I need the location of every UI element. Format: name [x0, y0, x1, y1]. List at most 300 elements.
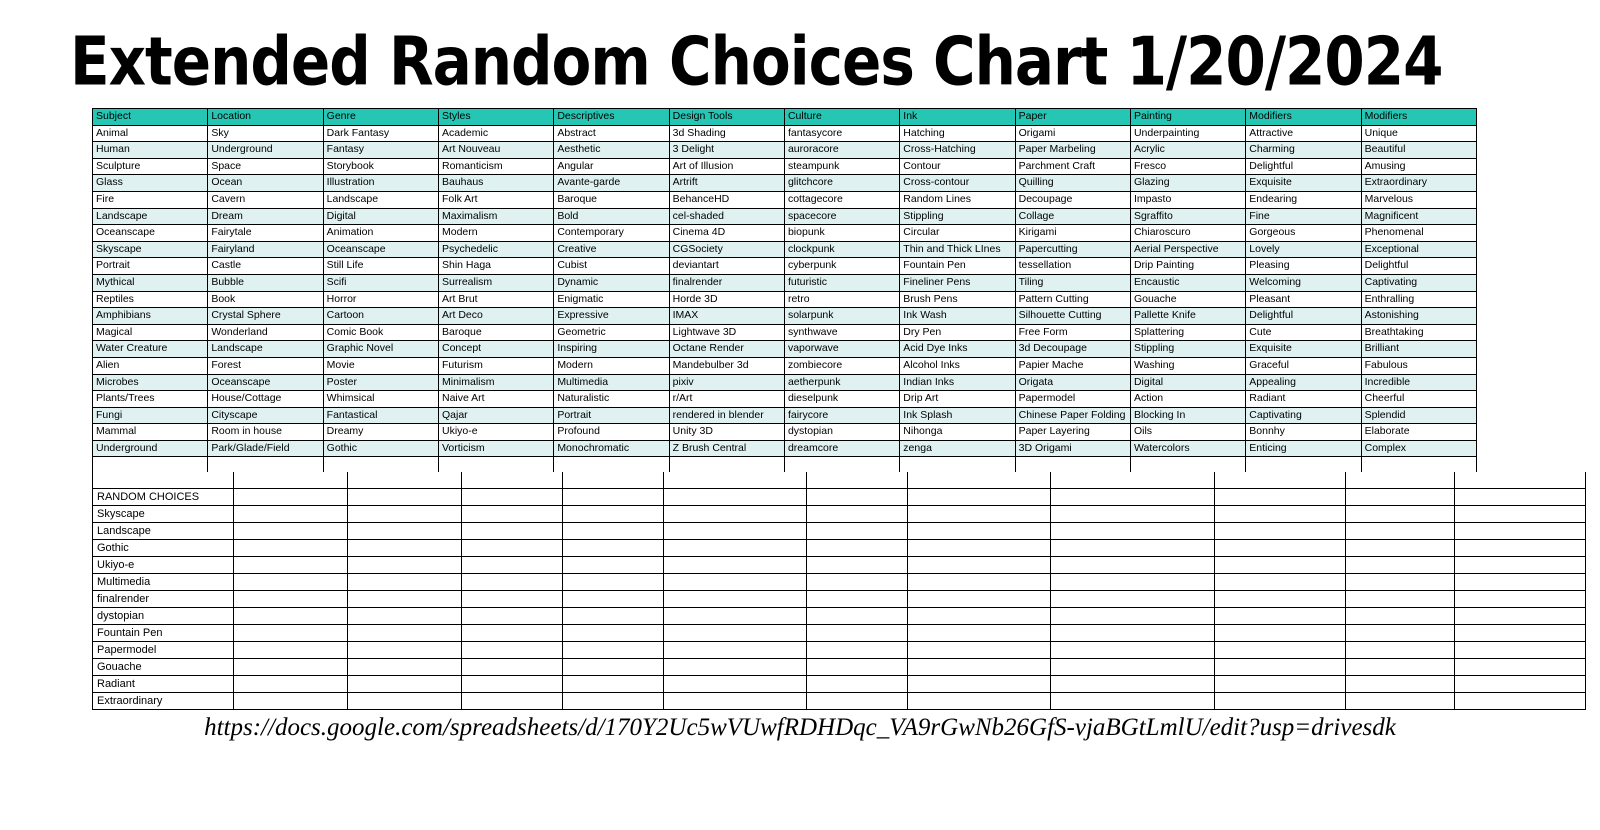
table-cell[interactable]: Oceanscape [323, 241, 438, 258]
table-cell[interactable]: Horde 3D [669, 291, 784, 308]
table-cell[interactable]: Watercolors [1130, 440, 1245, 457]
empty-cell[interactable] [348, 557, 462, 574]
empty-cell[interactable] [1455, 591, 1586, 608]
table-cell[interactable]: Quilling [1015, 175, 1130, 192]
table-cell[interactable]: zenga [900, 440, 1015, 457]
table-cell[interactable]: glitchcore [784, 175, 899, 192]
empty-cell[interactable] [664, 472, 807, 489]
table-cell[interactable]: Drip Painting [1130, 258, 1245, 275]
table-cell[interactable]: Amphibians [93, 308, 208, 325]
empty-cell[interactable] [563, 557, 664, 574]
empty-cell[interactable] [234, 472, 348, 489]
empty-cell[interactable] [664, 574, 807, 591]
empty-cell[interactable] [563, 472, 664, 489]
table-cell[interactable]: Drip Art [900, 391, 1015, 408]
table-cell[interactable]: Landscape [93, 208, 208, 225]
table-cell[interactable]: Alien [93, 357, 208, 374]
empty-cell[interactable] [908, 540, 1051, 557]
table-cell[interactable]: Academic [438, 125, 553, 142]
table-cell[interactable]: aetherpunk [784, 374, 899, 391]
table-cell[interactable]: deviantart [669, 258, 784, 275]
table-cell[interactable]: Enigmatic [554, 291, 669, 308]
table-cell[interactable]: Psychedelic [438, 241, 553, 258]
table-cell[interactable]: Washing [1130, 357, 1245, 374]
table-cell[interactable]: Comic Book [323, 324, 438, 341]
table-cell[interactable]: Microbes [93, 374, 208, 391]
random-choice-label[interactable]: Papermodel [93, 642, 234, 659]
table-cell[interactable]: Incredible [1361, 374, 1476, 391]
empty-cell[interactable] [462, 506, 563, 523]
table-cell[interactable]: Poster [323, 374, 438, 391]
table-cell[interactable]: Modern [438, 225, 553, 242]
table-cell[interactable]: Radiant [1246, 391, 1361, 408]
table-cell[interactable]: Pattern Cutting [1015, 291, 1130, 308]
empty-cell[interactable] [348, 574, 462, 591]
table-row[interactable] [93, 241, 1477, 258]
empty-cell[interactable] [462, 659, 563, 676]
empty-cell[interactable] [1215, 676, 1346, 693]
empty-cell[interactable] [664, 676, 807, 693]
table-cell[interactable]: Cityscape [208, 407, 323, 424]
table-cell[interactable]: rendered in blender [669, 407, 784, 424]
table-cell[interactable]: futuristic [784, 274, 899, 291]
random-choice-label[interactable]: Landscape [93, 523, 234, 540]
table-cell[interactable]: Glass [93, 175, 208, 192]
empty-cell[interactable] [1051, 574, 1215, 591]
table-row[interactable] [93, 225, 1477, 242]
empty-cell[interactable] [1215, 489, 1346, 506]
table-cell[interactable]: Random Lines [900, 191, 1015, 208]
empty-cell[interactable] [234, 523, 348, 540]
empty-cell[interactable] [807, 676, 908, 693]
table-cell[interactable]: Ocean [208, 175, 323, 192]
empty-cell[interactable] [807, 659, 908, 676]
table-cell[interactable]: Mythical [93, 274, 208, 291]
empty-cell[interactable] [462, 625, 563, 642]
empty-cell[interactable] [1455, 489, 1586, 506]
empty-cell[interactable] [1215, 608, 1346, 625]
table-cell[interactable]: Still Life [323, 258, 438, 275]
empty-cell[interactable] [664, 591, 807, 608]
empty-cell[interactable] [1455, 506, 1586, 523]
table-cell[interactable]: Art of Illusion [669, 158, 784, 175]
random-choice-label[interactable]: Radiant [93, 676, 234, 693]
empty-cell[interactable] [462, 608, 563, 625]
table-cell[interactable]: Profound [554, 424, 669, 441]
table-cell[interactable]: Unity 3D [669, 424, 784, 441]
empty-cell[interactable] [348, 540, 462, 557]
table-cell[interactable]: Concept [438, 341, 553, 358]
table-cell[interactable]: Pleasing [1246, 258, 1361, 275]
table-cell[interactable]: Ink Wash [900, 308, 1015, 325]
table-cell[interactable]: Horror [323, 291, 438, 308]
table-cell[interactable]: Astonishing [1361, 308, 1476, 325]
table-cell[interactable]: synthwave [784, 324, 899, 341]
table-cell[interactable]: Minimalism [438, 374, 553, 391]
empty-cell[interactable] [1051, 642, 1215, 659]
table-cell[interactable]: BehanceHD [669, 191, 784, 208]
table-cell[interactable]: Magnificent [1361, 208, 1476, 225]
table-cell[interactable]: Human [93, 142, 208, 159]
empty-cell[interactable] [1455, 659, 1586, 676]
random-choices-item-row[interactable] [93, 591, 1586, 608]
empty-cell[interactable] [1051, 659, 1215, 676]
random-choices-item-row[interactable] [93, 608, 1586, 625]
table-cell[interactable]: CGSociety [669, 241, 784, 258]
empty-cell[interactable] [1346, 693, 1455, 710]
table-cell[interactable]: Fantastical [323, 407, 438, 424]
table-cell[interactable]: Monochromatic [554, 440, 669, 457]
table-cell[interactable]: Fine [1246, 208, 1361, 225]
table-cell[interactable]: Gouache [1130, 291, 1245, 308]
table-cell[interactable]: Book [208, 291, 323, 308]
empty-cell[interactable] [1215, 591, 1346, 608]
table-cell[interactable]: Ink Splash [900, 407, 1015, 424]
random-choices-item-row[interactable] [93, 557, 1586, 574]
table-cell[interactable]: spacecore [784, 208, 899, 225]
table-cell[interactable]: Bonnhy [1246, 424, 1361, 441]
empty-cell[interactable] [234, 693, 348, 710]
empty-cell[interactable] [1215, 659, 1346, 676]
empty-cell[interactable] [1215, 540, 1346, 557]
table-cell[interactable]: cyberpunk [784, 258, 899, 275]
table-cell[interactable]: Complex [1361, 440, 1476, 457]
empty-cell[interactable] [908, 506, 1051, 523]
empty-cell[interactable] [1215, 625, 1346, 642]
table-cell[interactable]: Naturalistic [554, 391, 669, 408]
empty-cell[interactable] [348, 506, 462, 523]
empty-cell[interactable] [908, 693, 1051, 710]
empty-cell[interactable] [348, 472, 462, 489]
table-cell[interactable]: Art Brut [438, 291, 553, 308]
table-cell[interactable]: Naive Art [438, 391, 553, 408]
empty-cell[interactable] [807, 574, 908, 591]
table-cell[interactable]: Impasto [1130, 191, 1245, 208]
empty-cell[interactable] [462, 591, 563, 608]
table-cell[interactable]: Cartoon [323, 308, 438, 325]
table-cell[interactable]: Gorgeous [1246, 225, 1361, 242]
empty-cell[interactable] [664, 642, 807, 659]
table-cell[interactable]: Digital [323, 208, 438, 225]
empty-cell[interactable] [664, 625, 807, 642]
empty-cell[interactable] [1346, 608, 1455, 625]
empty-cell[interactable] [462, 574, 563, 591]
empty-cell[interactable] [1215, 523, 1346, 540]
empty-cell[interactable] [1346, 472, 1455, 489]
empty-cell[interactable] [462, 523, 563, 540]
table-cell[interactable]: Mandebulber 3d [669, 357, 784, 374]
table-row[interactable] [93, 158, 1477, 175]
table-cell[interactable]: Splattering [1130, 324, 1245, 341]
table-cell[interactable]: Mammal [93, 424, 208, 441]
table-cell[interactable]: Space [208, 158, 323, 175]
empty-cell[interactable] [563, 608, 664, 625]
table-cell[interactable]: Kirigami [1015, 225, 1130, 242]
table-cell[interactable]: Cross-Hatching [900, 142, 1015, 159]
table-cell[interactable]: Chinese Paper Folding [1015, 407, 1130, 424]
table-cell[interactable]: solarpunk [784, 308, 899, 325]
table-cell[interactable]: Portrait [554, 407, 669, 424]
empty-cell[interactable] [1455, 472, 1586, 489]
table-cell[interactable]: Lightwave 3D [669, 324, 784, 341]
table-cell[interactable]: Circular [900, 225, 1015, 242]
table-cell[interactable]: Cheerful [1361, 391, 1476, 408]
table-cell[interactable]: Surrealism [438, 274, 553, 291]
table-cell[interactable]: Fresco [1130, 158, 1245, 175]
empty-cell[interactable] [664, 523, 807, 540]
table-cell[interactable]: auroracore [784, 142, 899, 159]
empty-cell[interactable] [348, 642, 462, 659]
empty-cell[interactable] [348, 693, 462, 710]
table-cell[interactable]: Illustration [323, 175, 438, 192]
table-cell[interactable]: Scifi [323, 274, 438, 291]
empty-cell[interactable] [1455, 540, 1586, 557]
empty-cell[interactable] [348, 676, 462, 693]
empty-cell[interactable] [1051, 540, 1215, 557]
table-cell[interactable]: Pallette Knife [1130, 308, 1245, 325]
empty-cell[interactable] [563, 506, 664, 523]
table-cell[interactable]: Modern [554, 357, 669, 374]
table-cell[interactable]: cottagecore [784, 191, 899, 208]
random-choices-item-row[interactable] [93, 574, 1586, 591]
table-cell[interactable]: House/Cottage [208, 391, 323, 408]
table-cell[interactable]: Silhouette Cutting [1015, 308, 1130, 325]
empty-cell[interactable] [563, 676, 664, 693]
table-cell[interactable]: Encaustic [1130, 274, 1245, 291]
table-cell[interactable]: Park/Glade/Field [208, 440, 323, 457]
table-row[interactable] [93, 291, 1477, 308]
empty-cell[interactable] [234, 506, 348, 523]
table-cell[interactable]: Dark Fantasy [323, 125, 438, 142]
empty-cell[interactable] [1051, 557, 1215, 574]
empty-cell[interactable] [1051, 489, 1215, 506]
empty-cell[interactable] [563, 659, 664, 676]
table-cell[interactable]: Dream [208, 208, 323, 225]
table-cell[interactable]: Beautiful [1361, 142, 1476, 159]
empty-cell[interactable] [664, 693, 807, 710]
empty-cell[interactable] [1346, 676, 1455, 693]
table-cell[interactable]: cel-shaded [669, 208, 784, 225]
empty-cell[interactable] [1455, 625, 1586, 642]
empty-cell[interactable] [1455, 608, 1586, 625]
table-cell[interactable]: Room in house [208, 424, 323, 441]
table-cell[interactable]: Papier Mache [1015, 357, 1130, 374]
empty-cell[interactable] [1346, 557, 1455, 574]
table-cell[interactable]: clockpunk [784, 241, 899, 258]
table-cell[interactable]: Dreamy [323, 424, 438, 441]
empty-cell[interactable] [807, 489, 908, 506]
random-choices-item-row[interactable] [93, 693, 1586, 710]
table-cell[interactable]: Brush Pens [900, 291, 1015, 308]
table-cell[interactable]: Magical [93, 324, 208, 341]
table-cell[interactable]: Parchment Craft [1015, 158, 1130, 175]
table-cell[interactable]: Bubble [208, 274, 323, 291]
table-cell[interactable]: Aerial Perspective [1130, 241, 1245, 258]
table-cell[interactable]: Bauhaus [438, 175, 553, 192]
empty-cell[interactable] [807, 642, 908, 659]
random-choice-label[interactable]: RANDOM CHOICES [93, 489, 234, 506]
table-cell[interactable]: Extraordinary [1361, 175, 1476, 192]
table-cell[interactable]: steampunk [784, 158, 899, 175]
table-cell[interactable]: Contour [900, 158, 1015, 175]
empty-cell[interactable] [234, 625, 348, 642]
random-choices-item-row[interactable] [93, 676, 1586, 693]
empty-cell[interactable] [664, 489, 807, 506]
table-cell[interactable]: Fairyland [208, 241, 323, 258]
table-cell[interactable]: Exquisite [1246, 175, 1361, 192]
table-cell[interactable]: Avante-garde [554, 175, 669, 192]
table-cell[interactable]: Art Deco [438, 308, 553, 325]
empty-cell[interactable] [234, 489, 348, 506]
table-cell[interactable]: Fantasy [323, 142, 438, 159]
table-cell[interactable]: Paper Layering [1015, 424, 1130, 441]
empty-cell[interactable] [807, 523, 908, 540]
empty-cell[interactable] [807, 625, 908, 642]
empty-cell[interactable] [563, 489, 664, 506]
empty-cell[interactable] [348, 523, 462, 540]
table-cell[interactable]: Water Creature [93, 341, 208, 358]
empty-cell[interactable] [563, 693, 664, 710]
table-cell[interactable]: Sculpture [93, 158, 208, 175]
table-cell[interactable]: Thin and Thick LInes [900, 241, 1015, 258]
table-cell[interactable]: Exquisite [1246, 341, 1361, 358]
empty-cell[interactable] [1346, 659, 1455, 676]
table-row[interactable] [93, 357, 1477, 374]
table-cell[interactable]: Digital [1130, 374, 1245, 391]
table-cell[interactable]: Skyscape [93, 241, 208, 258]
empty-cell[interactable] [1455, 642, 1586, 659]
empty-cell[interactable] [1215, 574, 1346, 591]
table-row[interactable] [93, 208, 1477, 225]
table-row[interactable] [93, 142, 1477, 159]
table-cell[interactable]: Phenomenal [1361, 225, 1476, 242]
table-cell[interactable]: Maximalism [438, 208, 553, 225]
random-choices-item-row[interactable] [93, 659, 1586, 676]
random-choices-item-row[interactable] [93, 540, 1586, 557]
table-cell[interactable]: Enthralling [1361, 291, 1476, 308]
empty-cell[interactable] [1455, 693, 1586, 710]
table-cell[interactable]: Pleasant [1246, 291, 1361, 308]
empty-cell[interactable] [462, 693, 563, 710]
table-cell[interactable]: Chiaroscuro [1130, 225, 1245, 242]
table-cell[interactable]: Gothic [323, 440, 438, 457]
table-cell[interactable]: Movie [323, 357, 438, 374]
empty-cell[interactable] [563, 625, 664, 642]
empty-cell[interactable] [348, 625, 462, 642]
random-choice-label[interactable]: Skyscape [93, 506, 234, 523]
table-row[interactable] [93, 424, 1477, 441]
table-cell[interactable]: Oils [1130, 424, 1245, 441]
table-cell[interactable]: Futurism [438, 357, 553, 374]
empty-cell[interactable] [1346, 574, 1455, 591]
table-cell[interactable]: tessellation [1015, 258, 1130, 275]
random-choice-label[interactable]: Fountain Pen [93, 625, 234, 642]
empty-cell[interactable] [908, 676, 1051, 693]
table-cell[interactable]: Reptiles [93, 291, 208, 308]
table-cell[interactable]: Qajar [438, 407, 553, 424]
table-cell[interactable]: Artrift [669, 175, 784, 192]
table-cell[interactable]: Brilliant [1361, 341, 1476, 358]
empty-cell[interactable] [1051, 506, 1215, 523]
empty-cell[interactable] [1455, 523, 1586, 540]
table-cell[interactable]: Paper Marbeling [1015, 142, 1130, 159]
table-cell[interactable]: Delightful [1246, 158, 1361, 175]
table-cell[interactable]: Glazing [1130, 175, 1245, 192]
table-cell[interactable]: Blocking In [1130, 407, 1245, 424]
table-cell[interactable]: Creative [554, 241, 669, 258]
table-cell[interactable]: Sky [208, 125, 323, 142]
empty-cell[interactable] [1051, 693, 1215, 710]
table-cell[interactable]: Octane Render [669, 341, 784, 358]
table-cell[interactable]: Stippling [1130, 341, 1245, 358]
table-cell[interactable]: 3D Origami [1015, 440, 1130, 457]
random-choices-gap-row[interactable] [93, 472, 1586, 489]
empty-cell[interactable] [1051, 608, 1215, 625]
table-cell[interactable]: r/Art [669, 391, 784, 408]
table-row[interactable] [93, 341, 1477, 358]
empty-cell[interactable] [1215, 472, 1346, 489]
table-row[interactable] [93, 407, 1477, 424]
empty-cell[interactable] [908, 472, 1051, 489]
table-cell[interactable]: pixiv [669, 374, 784, 391]
table-cell[interactable]: Marvelous [1361, 191, 1476, 208]
table-cell[interactable]: Art Nouveau [438, 142, 553, 159]
empty-cell[interactable] [1455, 557, 1586, 574]
table-cell[interactable]: Storybook [323, 158, 438, 175]
empty-cell[interactable] [93, 472, 234, 489]
table-cell[interactable]: Ukiyo-e [438, 424, 553, 441]
empty-cell[interactable] [462, 676, 563, 693]
table-cell[interactable]: Captivating [1246, 407, 1361, 424]
table-cell[interactable]: Lovely [1246, 241, 1361, 258]
empty-cell[interactable] [908, 523, 1051, 540]
empty-cell[interactable] [234, 574, 348, 591]
empty-cell[interactable] [807, 557, 908, 574]
table-cell[interactable]: Portrait [93, 258, 208, 275]
table-cell[interactable]: Underpainting [1130, 125, 1245, 142]
empty-cell[interactable] [234, 676, 348, 693]
table-cell[interactable]: Acrylic [1130, 142, 1245, 159]
empty-cell[interactable] [462, 642, 563, 659]
empty-cell[interactable] [348, 608, 462, 625]
table-cell[interactable]: fantasycore [784, 125, 899, 142]
empty-cell[interactable] [1346, 591, 1455, 608]
table-cell[interactable]: Oceanscape [93, 225, 208, 242]
table-cell[interactable]: Decoupage [1015, 191, 1130, 208]
empty-cell[interactable] [908, 608, 1051, 625]
empty-cell[interactable] [1455, 676, 1586, 693]
table-cell[interactable]: 3d Shading [669, 125, 784, 142]
random-choice-label[interactable]: Gothic [93, 540, 234, 557]
table-cell[interactable]: Alcohol Inks [900, 357, 1015, 374]
table-cell[interactable]: Dynamic [554, 274, 669, 291]
table-row[interactable] [93, 391, 1477, 408]
table-cell[interactable]: Charming [1246, 142, 1361, 159]
table-cell[interactable]: Dry Pen [900, 324, 1015, 341]
empty-cell[interactable] [234, 659, 348, 676]
table-cell[interactable]: Baroque [554, 191, 669, 208]
empty-cell[interactable] [1051, 472, 1215, 489]
table-cell[interactable]: Enticing [1246, 440, 1361, 457]
random-choice-label[interactable]: dystopian [93, 608, 234, 625]
table-cell[interactable]: Fabulous [1361, 357, 1476, 374]
table-cell[interactable]: Aesthetic [554, 142, 669, 159]
empty-cell[interactable] [1215, 693, 1346, 710]
empty-cell[interactable] [807, 506, 908, 523]
table-cell[interactable]: Abstract [554, 125, 669, 142]
empty-cell[interactable] [807, 608, 908, 625]
empty-cell[interactable] [1051, 591, 1215, 608]
